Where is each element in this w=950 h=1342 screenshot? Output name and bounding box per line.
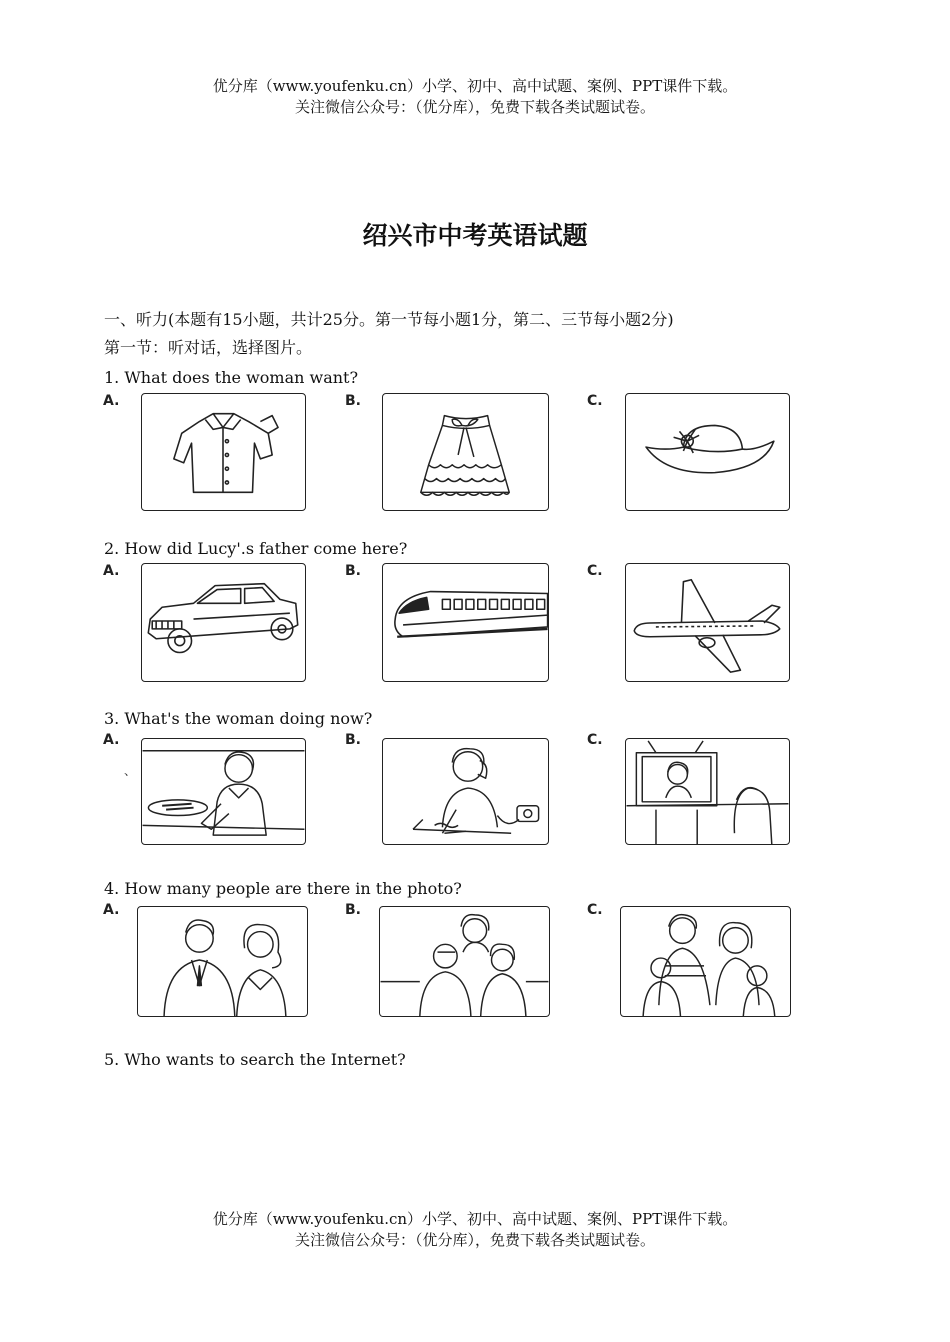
q3-option-a-label: A.: [103, 732, 120, 748]
q1-skirt-picture[interactable]: [382, 393, 549, 511]
q1-option-b-label: B.: [345, 393, 361, 409]
q4-option-c-label: C.: [587, 902, 603, 918]
question-1: 1. What does the woman want?: [104, 368, 359, 387]
airplane-icon: [626, 564, 789, 681]
woman-tv-icon: [626, 739, 789, 844]
train-icon: [383, 564, 548, 681]
question-4: 4. How many people are there in the photo?: [104, 879, 462, 898]
page-footer: [0, 1209, 950, 1251]
q1-option-a-label: A.: [103, 393, 120, 409]
q2-option-b-label: B.: [345, 563, 361, 579]
three-people-icon: [380, 907, 549, 1016]
q1-option-c-label: C.: [587, 393, 603, 409]
footer-line-2: 关注微信公众号：（优分库），免费下载各类试题试卷。: [294, 1231, 655, 1249]
page-header: [0, 76, 950, 118]
footer-line-1: 优分库（www.youfenku.cn）小学、初中、高中试题、案例、PPT课件下载。: [212, 1210, 738, 1228]
speck-mark: 、: [124, 764, 137, 778]
woman-cooking-icon: [142, 739, 305, 844]
q4-option-a-label: A.: [103, 902, 120, 918]
q1-shirt-picture[interactable]: [141, 393, 306, 511]
two-people-icon: [138, 907, 307, 1016]
header-line-1: 优分库（www.youfenku.cn）小学、初中、高中试题、案例、PPT课件下载。: [212, 77, 738, 95]
skirt-icon: [383, 394, 548, 510]
q3-cooking-picture[interactable]: [141, 738, 306, 845]
car-icon: [142, 564, 305, 681]
question-3: 3. What's the woman doing now?: [104, 709, 373, 728]
header-line-2: 关注微信公众号：（优分库），免费下载各类试题试卷。: [294, 98, 655, 116]
four-people-icon: [621, 907, 790, 1016]
question-2: 2. How did Lucy'.s father come here?: [104, 539, 408, 558]
woman-phone-icon: [383, 739, 548, 844]
section-heading: 一、听力(本题有15小题，共计25分。第一节每小题1分，第二、三节每小题2分): [104, 310, 674, 329]
q4-four-people-picture[interactable]: [620, 906, 791, 1017]
question-5: 5. Who wants to search the Internet?: [104, 1050, 406, 1069]
q2-option-a-label: A.: [103, 563, 120, 579]
part-heading: 第一节：听对话，选择图片。: [104, 338, 313, 357]
shirt-icon: [142, 394, 305, 510]
q4-option-b-label: B.: [345, 902, 361, 918]
q3-tv-picture[interactable]: [625, 738, 790, 845]
q3-option-c-label: C.: [587, 732, 603, 748]
q2-plane-picture[interactable]: [625, 563, 790, 682]
hat-icon: [626, 394, 789, 510]
page-title: 绍兴市中考英语试题: [362, 221, 588, 250]
q4-three-people-picture[interactable]: [379, 906, 550, 1017]
q2-option-c-label: C.: [587, 563, 603, 579]
q3-option-b-label: B.: [345, 732, 361, 748]
q1-hat-picture[interactable]: [625, 393, 790, 511]
q2-train-picture[interactable]: [382, 563, 549, 682]
q4-two-people-picture[interactable]: [137, 906, 308, 1017]
q2-car-picture[interactable]: [141, 563, 306, 682]
q3-phone-picture[interactable]: [382, 738, 549, 845]
